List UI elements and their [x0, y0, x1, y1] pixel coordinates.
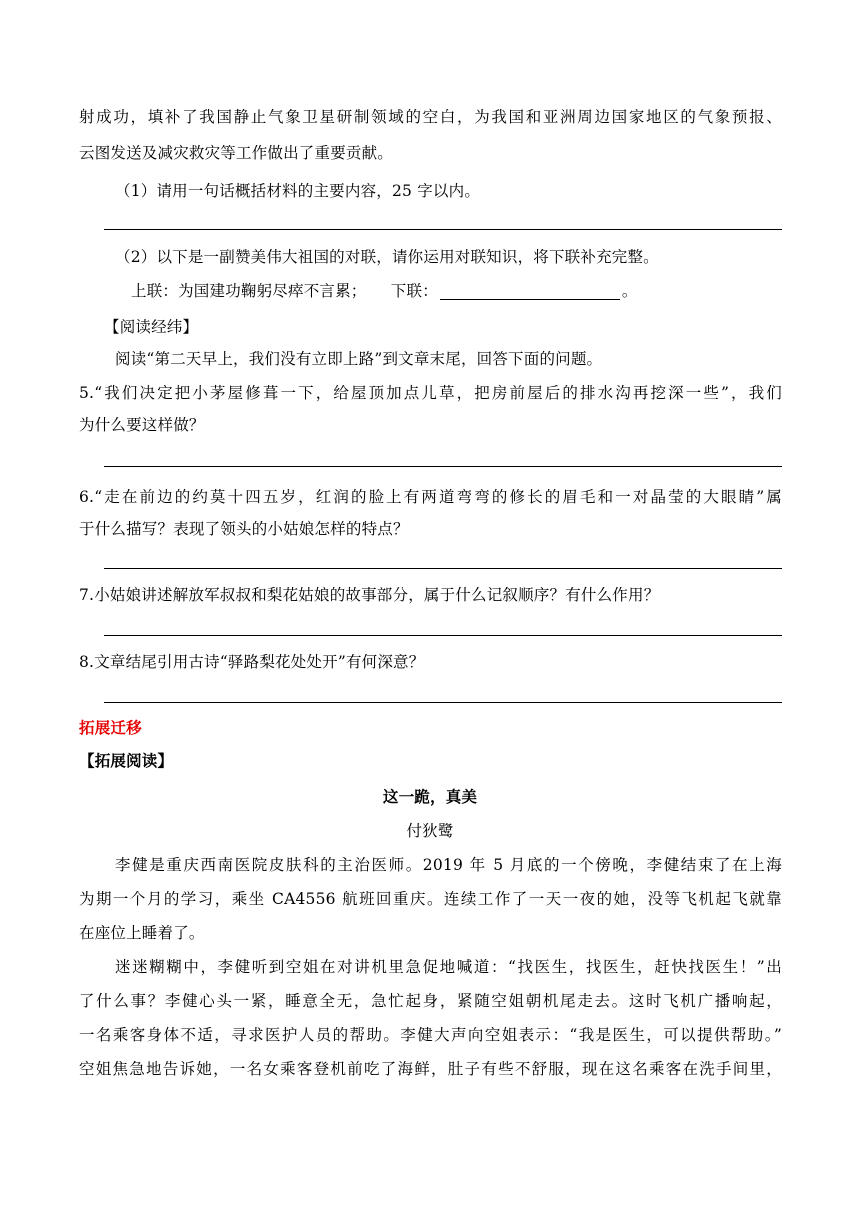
couplet-end: 。: [621, 282, 638, 300]
couplet-line: [131, 275, 782, 307]
article-p2-line-3: 一名乘客身体不适，寻求医护人员的帮助。李健大声向空姐表示：“我是医生，可以提供帮助。”: [79, 1026, 782, 1044]
answer-line-sub1[interactable]: [104, 229, 782, 230]
article-p2-line-2: 了什么事？李健心头一紧，睡意全无，急忙起身，紧随空姐朝机尾走去。这时飞机广播响起，: [79, 992, 782, 1010]
section-extend-heading: 拓展迁移: [79, 719, 142, 737]
sub-question-2: （2）以下是一副赞美伟大祖国的对联，请你运用对联知识，将下联补充完整。: [115, 248, 659, 266]
article-p1-line-1: 李健是重庆西南医院皮肤科的主治医师。2019 年 5 月底的一个傍晚，李健结束了在上海: [115, 856, 782, 874]
section-reading-heading: 【阅读经纬】: [104, 318, 199, 336]
couplet-upper: 上联：为国建功鞠躬尽瘁不言累；: [131, 282, 367, 300]
sub-question-1: （1）请用一句话概括材料的主要内容，25 字以内。: [115, 182, 481, 200]
article-p2-line-4: 空姐焦急地告诉她，一名女乘客登机前吃了海鲜，肚子有些不舒服，现在这名乘客在洗手间里，: [79, 1060, 782, 1078]
answer-line-q6[interactable]: [104, 568, 782, 569]
article-p2-line-1: 迷迷糊糊中，李健听到空姐在对讲机里急促地喊道：“找医生，找医生，赶快找医生！”出: [115, 958, 782, 976]
section-extend-reading-heading: 【拓展阅读】: [79, 752, 174, 770]
question-7: 7.小姑娘讲述解放军叔叔和梨花姑娘的故事部分，属于什么记叙顺序？有什么作用？: [79, 586, 660, 604]
couplet-lower-label: 下联：: [390, 282, 438, 300]
question-5-line-1: 5.“我们决定把小茅屋修葺一下，给屋顶加点儿草，把房前屋后的排水沟再挖深一些”，我们: [79, 384, 782, 402]
intro-line-2: 云图发送及减灾救灾等工作做出了重要贡献。: [79, 144, 394, 162]
reading-instruction: 阅读“第二天早上，我们没有立即上路”到文章末尾，回答下面的问题。: [115, 350, 603, 368]
question-6-line-1: 6.“走在前边的约莫十四五岁，红润的脸上有两道弯弯的修长的眉毛和一对晶莹的大眼睛”属: [79, 488, 782, 506]
answer-line-q5[interactable]: [104, 466, 782, 467]
answer-line-q7[interactable]: [104, 635, 782, 636]
question-8: 8.文章结尾引用古诗“驿路梨花处处开”有何深意？: [79, 653, 425, 671]
article-p1-line-3: 在座位上睡着了。: [79, 924, 205, 942]
intro-line-1: 射成功，填补了我国静止气象卫星研制领域的空白，为我国和亚洲周边国家地区的气象预报、: [79, 108, 782, 126]
article-author: 付狄鹭: [406, 822, 454, 840]
couplet-answer-blank[interactable]: [440, 281, 620, 300]
answer-line-q8[interactable]: [104, 702, 782, 703]
article-title: 这一跪，真美: [382, 788, 478, 806]
question-6-line-2: 于什么描写？表现了领头的小姑娘怎样的特点？: [79, 520, 409, 538]
question-5-line-2: 为什么要这样做？: [79, 416, 205, 434]
article-p1-line-2: 为期一个月的学习，乘坐 CA4556 航班回重庆。连续工作了一天一夜的她，没等飞机起飞就靠: [79, 890, 782, 908]
